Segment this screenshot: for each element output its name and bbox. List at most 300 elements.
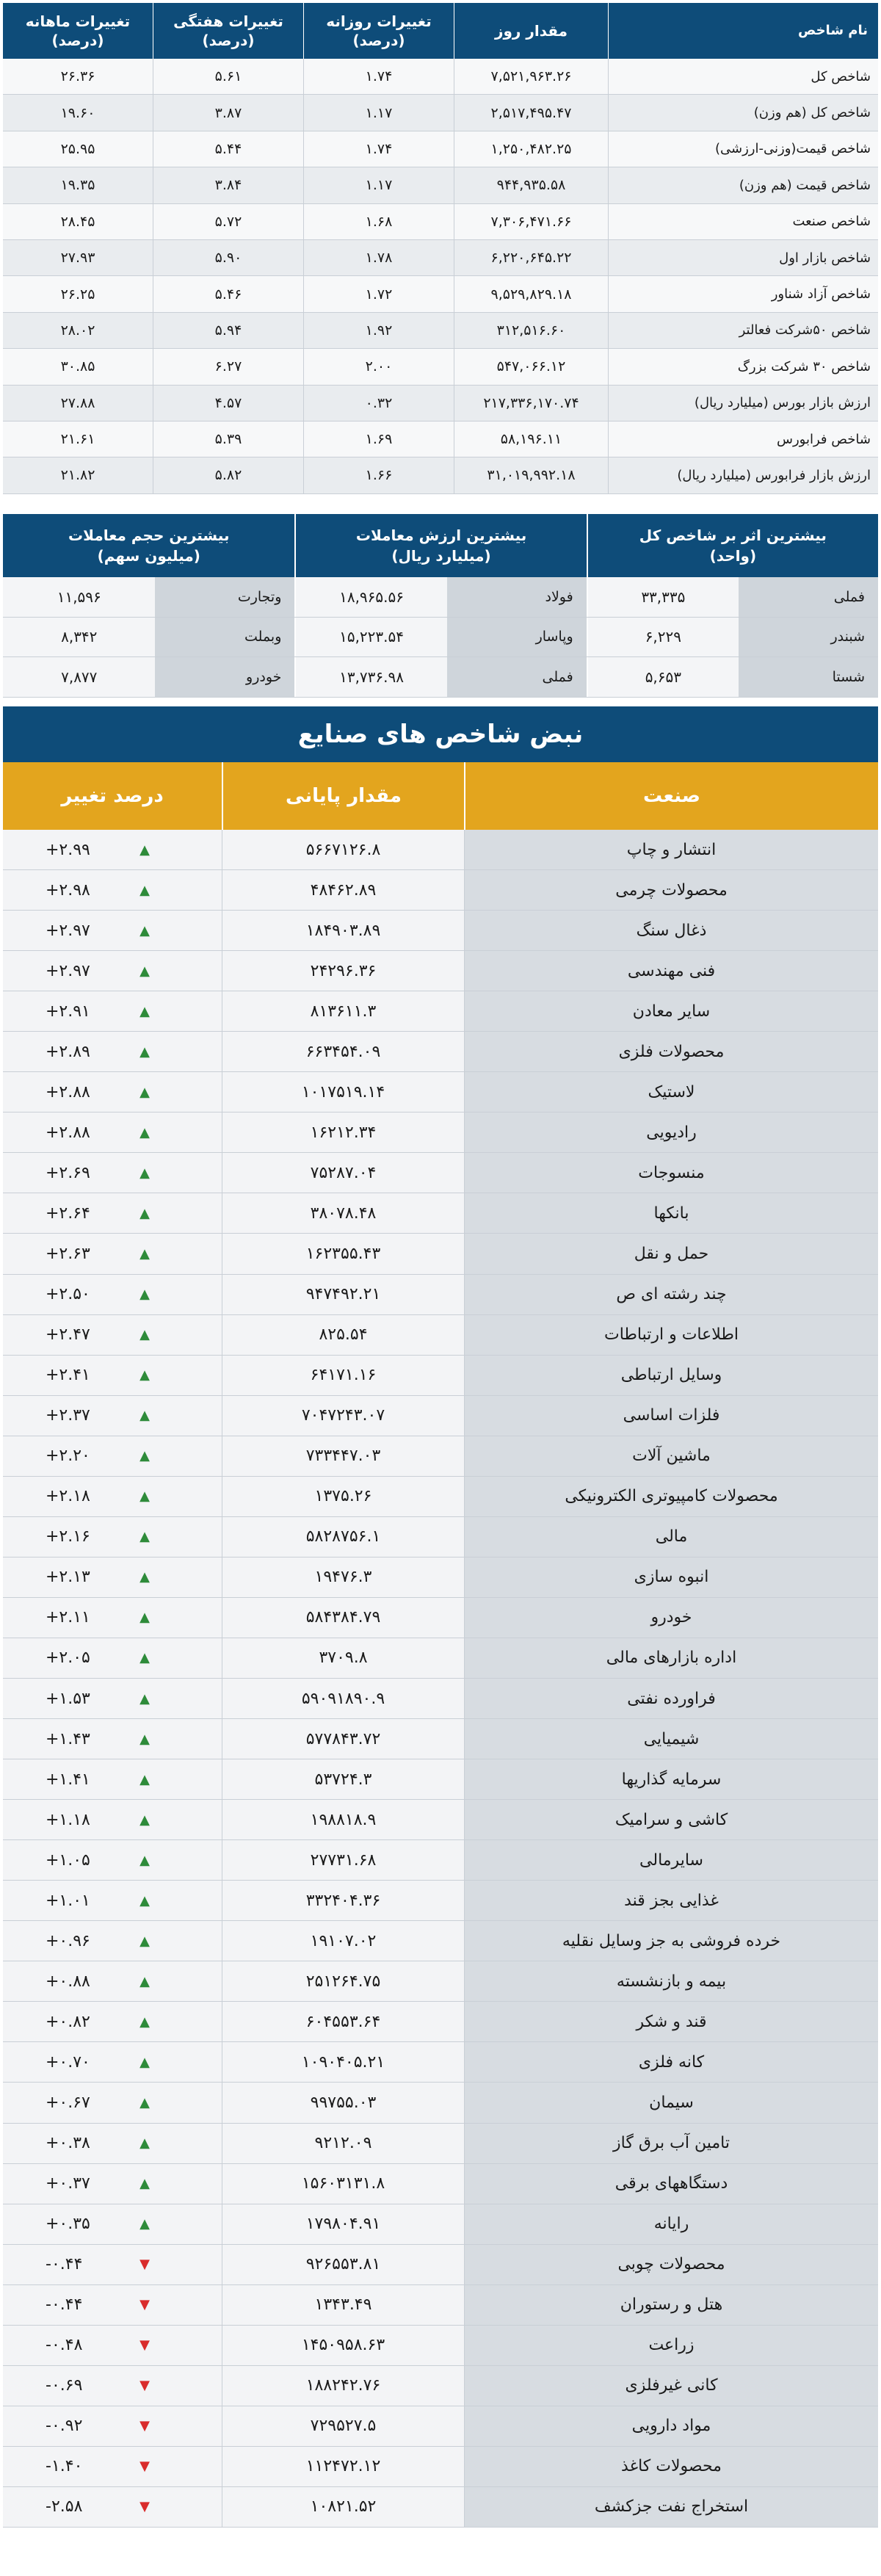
industry-change-cell xyxy=(3,1679,222,1718)
industry-percent-change: +۲.۸۸ xyxy=(46,1082,90,1101)
industry-change-cell xyxy=(3,951,222,991)
industry-change-cell xyxy=(3,1032,222,1071)
industry-percent-change: +۲.۹۷ xyxy=(46,961,90,980)
industry-final-value: ۵۸۴۳۸۴.۷۹ xyxy=(222,1598,464,1638)
industry-change-cell xyxy=(3,1759,222,1799)
index-row xyxy=(3,313,878,349)
industry-percent-change: -۲.۵۸ xyxy=(46,2497,83,2517)
industry-name: کاشی و سرامیک xyxy=(464,1800,878,1839)
industries-body xyxy=(3,830,878,2528)
industry-row xyxy=(3,1881,878,1921)
industry-final-value: ۷۰۴۷۲۴۳.۰۷ xyxy=(222,1396,464,1436)
index-monthly-change: ۳۰.۸۵ xyxy=(60,358,95,375)
stock-value: ۱۸,۹۶۵.۵۶ xyxy=(339,587,405,606)
triangle-up-icon: ▲ xyxy=(139,1408,150,1424)
industry-change-cell xyxy=(3,1275,222,1314)
industry-name: چند رشته ای ص xyxy=(464,1275,878,1314)
industry-change-cell xyxy=(3,1719,222,1759)
top-stock-cell xyxy=(294,618,586,657)
index-weekly-change: ۵.۷۲ xyxy=(153,204,303,239)
industry-row xyxy=(3,1032,878,1072)
triangle-up-icon: ▲ xyxy=(139,1973,150,1989)
index-weekly-change: ۵.۶۱ xyxy=(153,59,303,94)
industry-name: فنی مهندسی xyxy=(464,951,878,991)
index-table-header xyxy=(3,3,878,59)
triangle-up-icon: ▲ xyxy=(139,1610,150,1626)
industries-header xyxy=(3,762,878,830)
top-stocks-row xyxy=(3,577,878,618)
industry-percent-change: +۰.۳۷ xyxy=(46,2174,90,2193)
triangle-up-icon: ▲ xyxy=(139,1650,150,1666)
header-monthly-change: تغییرات ماهانه (درصد) xyxy=(25,12,131,49)
stock-value: ۱۳,۷۳۶.۹۸ xyxy=(339,667,405,686)
industry-row xyxy=(3,1477,878,1517)
industry-row xyxy=(3,870,878,911)
triangle-up-icon: ▲ xyxy=(139,963,150,979)
industry-final-value: ۲۴۲۹۶.۳۶ xyxy=(222,951,464,991)
index-day-value: ۱,۲۵۰,۴۸۲.۲۵ xyxy=(454,131,608,167)
index-day-value: ۹,۵۲۹,۸۲۹.۱۸ xyxy=(454,276,608,311)
industry-percent-change: -۰.۴۴ xyxy=(46,2255,83,2274)
index-weekly-change: ۶.۲۷ xyxy=(153,349,303,384)
stock-value: ۷,۸۷۷ xyxy=(61,667,98,686)
industry-row xyxy=(3,2447,878,2487)
stock-value: ۵,۶۵۳ xyxy=(645,667,682,686)
industry-final-value: ۷۳۳۴۴۷.۰۳ xyxy=(222,1436,464,1476)
index-daily-change: ۲.۰۰ xyxy=(303,349,454,384)
index-name: ارزش بازار فرابورس (میلیارد ریال) xyxy=(608,457,878,493)
industry-change-cell xyxy=(3,2326,222,2365)
index-daily-change: ۰.۳۲ xyxy=(303,386,454,421)
industries-title: نبض شاخص های صنایع xyxy=(3,706,878,762)
stock-symbol: شستا xyxy=(739,657,878,697)
industry-change-cell xyxy=(3,1557,222,1597)
index-daily-change: ۱.۷۴ xyxy=(303,131,454,167)
stock-symbol: وبملت xyxy=(155,618,294,657)
triangle-up-icon: ▲ xyxy=(139,1043,150,1060)
industry-change-cell xyxy=(3,2366,222,2406)
industry-percent-change: +۱.۰۵ xyxy=(46,1850,90,1870)
industry-percent-change: +۲.۵۰ xyxy=(46,1285,90,1304)
industry-row xyxy=(3,2204,878,2245)
industry-percent-change: +۲.۹۸ xyxy=(46,880,90,900)
industry-percent-change: +۲.۸۹ xyxy=(46,1042,90,1061)
triangle-up-icon: ▲ xyxy=(139,1488,150,1505)
industry-name: زراعت xyxy=(464,2326,878,2365)
industry-row xyxy=(3,1193,878,1234)
industry-name: لاستیک xyxy=(464,1072,878,1112)
triangle-up-icon: ▲ xyxy=(139,1084,150,1100)
triangle-up-icon: ▲ xyxy=(139,842,150,858)
index-weekly-change: ۵.۸۲ xyxy=(153,457,303,493)
industry-change-cell xyxy=(3,870,222,910)
index-name: ارزش بازار بورس (میلیارد ریال) xyxy=(608,386,878,421)
industry-change-cell xyxy=(3,2245,222,2284)
industry-change-cell xyxy=(3,2204,222,2244)
industry-row xyxy=(3,1840,878,1881)
index-row xyxy=(3,422,878,457)
industry-percent-change: +۲.۶۴ xyxy=(46,1204,90,1223)
top-stocks-table xyxy=(3,514,878,698)
stock-symbol: وپاسار xyxy=(447,618,587,657)
industry-change-cell xyxy=(3,1153,222,1193)
industry-row xyxy=(3,2124,878,2164)
industry-name: وسایل ارتباطی xyxy=(464,1356,878,1395)
industry-percent-change: -۰.۴۸ xyxy=(46,2336,83,2355)
industry-percent-change: +۲.۶۳ xyxy=(46,1244,90,1263)
index-day-value: ۳۱,۰۱۹,۹۹۲.۱۸ xyxy=(454,457,608,493)
industry-row xyxy=(3,1638,878,1679)
index-daily-change: ۱.۹۲ xyxy=(303,313,454,348)
industry-final-value: ۱۵۶۰۳۱۳۱.۸ xyxy=(222,2164,464,2204)
industry-change-cell xyxy=(3,2406,222,2446)
industry-percent-change: +۲.۱۶ xyxy=(46,1527,90,1546)
industry-percent-change: +۱.۴۱ xyxy=(46,1770,90,1789)
header-most-volume: بیشترین حجم معاملات (میلیون سهم) xyxy=(68,527,230,565)
industry-percent-change: +۰.۸۸ xyxy=(46,1972,90,1991)
industry-row xyxy=(3,1961,878,2002)
industry-change-cell xyxy=(3,1840,222,1880)
stock-symbol: فولاد xyxy=(447,577,587,617)
stock-symbol: شبندر xyxy=(739,618,878,657)
industry-final-value: ۱۴۵۰۹۵۸.۶۳ xyxy=(222,2326,464,2365)
industry-percent-change: +۱.۱۸ xyxy=(46,1810,90,1829)
index-day-value: ۶,۲۲۰,۶۴۵.۲۲ xyxy=(454,240,608,275)
industry-percent-change: +۲.۸۸ xyxy=(46,1123,90,1142)
index-daily-change: ۱.۷۸ xyxy=(303,240,454,275)
industry-percent-change: +۲.۹۷ xyxy=(46,921,90,940)
industry-final-value: ۵۷۷۸۴۳.۷۲ xyxy=(222,1719,464,1759)
index-weekly-change: ۵.۴۶ xyxy=(153,276,303,311)
triangle-up-icon: ▲ xyxy=(139,1003,150,1019)
industry-change-cell xyxy=(3,2083,222,2122)
industry-name: محصولات چوبی xyxy=(464,2245,878,2284)
industry-row xyxy=(3,1759,878,1800)
index-weekly-change: ۵.۳۹ xyxy=(153,422,303,457)
index-monthly-change: ۲۵.۹۵ xyxy=(60,140,95,157)
index-day-value: ۹۴۴,۹۳۵.۵۸ xyxy=(454,167,608,203)
top-stocks-body xyxy=(3,577,878,698)
industry-row xyxy=(3,991,878,1032)
index-day-value: ۵۸,۱۹۶.۱۱ xyxy=(454,422,608,457)
industry-change-cell xyxy=(3,1315,222,1355)
industry-change-cell xyxy=(3,1517,222,1557)
index-row xyxy=(3,131,878,167)
index-daily-change: ۱.۶۹ xyxy=(303,422,454,457)
industry-row xyxy=(3,2366,878,2406)
industry-percent-change: +۱.۵۳ xyxy=(46,1689,90,1708)
industry-row xyxy=(3,2487,878,2528)
industry-change-cell xyxy=(3,2487,222,2527)
index-row xyxy=(3,204,878,240)
industry-percent-change: +۲.۲۰ xyxy=(46,1447,90,1466)
industry-final-value: ۱۳۴۳.۴۹ xyxy=(222,2285,464,2325)
industry-final-value: ۳۳۲۴۰۴.۳۶ xyxy=(222,1881,464,1920)
industry-final-value: ۶۶۳۴۵۴.۰۹ xyxy=(222,1032,464,1071)
triangle-up-icon: ▲ xyxy=(139,1812,150,1828)
industry-name: شیمیایی xyxy=(464,1719,878,1759)
industry-row xyxy=(3,2083,878,2123)
header-most-value: بیشترین ارزش معاملات (میلیارد ریال) xyxy=(294,514,586,577)
industry-name: مواد دارویی xyxy=(464,2406,878,2446)
top-stock-cell xyxy=(587,577,878,617)
industry-change-cell xyxy=(3,1921,222,1961)
industry-change-cell xyxy=(3,2447,222,2486)
triangle-up-icon: ▲ xyxy=(139,1448,150,1464)
industry-name: قند و شکر xyxy=(464,2002,878,2041)
industry-name: کانی غیرفلزی xyxy=(464,2366,878,2406)
header-final-value: مقدار پایانی xyxy=(222,762,464,830)
industry-name: دستگاههای برقی xyxy=(464,2164,878,2204)
industry-final-value: ۱۳۷۵.۲۶ xyxy=(222,1477,464,1516)
industry-final-value: ۱۱۲۴۷۲.۱۲ xyxy=(222,2447,464,2486)
index-row xyxy=(3,240,878,276)
index-daily-change: ۱.۶۶ xyxy=(303,457,454,493)
industry-row xyxy=(3,1072,878,1112)
industry-change-cell xyxy=(3,991,222,1031)
industry-final-value: ۵۸۲۸۷۵۶.۱ xyxy=(222,1517,464,1557)
industry-row xyxy=(3,2245,878,2285)
industry-final-value: ۹۹۷۵۵.۰۳ xyxy=(222,2083,464,2122)
industry-name: کانه فلزی xyxy=(464,2042,878,2082)
industry-row xyxy=(3,2285,878,2326)
industry-change-cell xyxy=(3,2164,222,2204)
index-monthly-change: ۲۷.۹۳ xyxy=(60,250,95,267)
stock-value: ۱۱,۵۹۶ xyxy=(57,587,101,606)
triangle-down-icon: ▼ xyxy=(139,2257,150,2273)
index-day-value: ۲,۵۱۷,۴۹۵.۴۷ xyxy=(454,95,608,130)
industry-final-value: ۵۶۶۷۱۲۶.۸ xyxy=(222,830,464,869)
industry-final-value: ۹۲۱۲.۰۹ xyxy=(222,2124,464,2163)
industry-name: فلزات اساسی xyxy=(464,1396,878,1436)
stock-symbol: فملی xyxy=(447,657,587,697)
header-most-impact: بیشترین اثر بر شاخص کل (واحد) xyxy=(587,514,878,577)
industry-final-value: ۷۵۲۸۷.۰۴ xyxy=(222,1153,464,1193)
triangle-up-icon: ▲ xyxy=(139,2094,150,2110)
industry-row xyxy=(3,1234,878,1274)
triangle-down-icon: ▼ xyxy=(139,2337,150,2354)
industry-change-cell xyxy=(3,1638,222,1678)
index-row xyxy=(3,386,878,422)
index-name: شاخص ۵۰شرکت فعالتر xyxy=(608,313,878,348)
index-day-value: ۳۱۲,۵۱۶.۶۰ xyxy=(454,313,608,348)
stock-symbol: فملی xyxy=(739,577,878,617)
top-stock-cell xyxy=(3,657,294,697)
index-row xyxy=(3,167,878,203)
industry-row xyxy=(3,2042,878,2083)
triangle-down-icon: ▼ xyxy=(139,2499,150,2515)
industry-name: انبوه سازی xyxy=(464,1557,878,1597)
industry-final-value: ۱۷۹۸۰۴.۹۱ xyxy=(222,2204,464,2244)
triangle-up-icon: ▲ xyxy=(139,1327,150,1343)
top-stocks-row xyxy=(3,657,878,698)
triangle-up-icon: ▲ xyxy=(139,1124,150,1140)
industry-row xyxy=(3,2002,878,2042)
industry-name: رایانه xyxy=(464,2204,878,2244)
industry-change-cell xyxy=(3,911,222,950)
industry-name: سیمان xyxy=(464,2083,878,2122)
industry-percent-change: +۲.۴۷ xyxy=(46,1325,90,1345)
industry-name: سایر معادن xyxy=(464,991,878,1031)
index-name: شاخص قیمت(وزنی-ارزشی) xyxy=(608,131,878,167)
index-day-value: ۲۱۷,۳۳۶,۱۷۰.۷۴ xyxy=(454,386,608,421)
industry-row xyxy=(3,1153,878,1193)
header-day-value: مقدار روز xyxy=(454,3,608,59)
industry-final-value: ۶۰۴۵۵۳.۶۴ xyxy=(222,2002,464,2041)
industry-percent-change: +۰.۷۰ xyxy=(46,2052,90,2072)
top-stock-cell xyxy=(294,657,586,697)
index-monthly-change: ۱۹.۶۰ xyxy=(60,104,95,121)
index-daily-change: ۱.۱۷ xyxy=(303,167,454,203)
industry-row xyxy=(3,1112,878,1153)
industry-final-value: ۱۸۸۲۴۲.۷۶ xyxy=(222,2366,464,2406)
top-stock-cell xyxy=(3,577,294,617)
triangle-down-icon: ▼ xyxy=(139,2418,150,2434)
industry-final-value: ۳۷۰۹.۸ xyxy=(222,1638,464,1678)
industry-name: خودرو xyxy=(464,1598,878,1638)
stock-value: ۱۵,۲۲۳.۵۴ xyxy=(339,628,405,646)
industry-row xyxy=(3,830,878,870)
industry-change-cell xyxy=(3,1396,222,1436)
industry-final-value: ۹۴۷۴۹۲.۲۱ xyxy=(222,1275,464,1314)
index-monthly-change: ۲۷.۸۸ xyxy=(60,394,95,411)
industry-row xyxy=(3,1315,878,1356)
industry-percent-change: +۲.۴۱ xyxy=(46,1366,90,1385)
industry-row xyxy=(3,1719,878,1759)
top-stock-cell xyxy=(294,577,586,617)
industry-row xyxy=(3,2164,878,2204)
industry-row xyxy=(3,1921,878,1961)
industry-name: بیمه و بازنشسته xyxy=(464,1961,878,2001)
stock-value: ۸,۳۴۲ xyxy=(61,628,98,646)
industry-final-value: ۱۸۴۹۰۳.۸۹ xyxy=(222,911,464,950)
industry-final-value: ۷۲۹۵۲۷.۵ xyxy=(222,2406,464,2446)
industry-final-value: ۱۰۹۰۴۰۵.۲۱ xyxy=(222,2042,464,2082)
industry-final-value: ۲۵۱۲۶۴.۷۵ xyxy=(222,1961,464,2001)
industry-percent-change: +۰.۳۵ xyxy=(46,2215,90,2234)
industry-change-cell xyxy=(3,1436,222,1476)
industry-percent-change: +۰.۹۶ xyxy=(46,1931,90,1950)
index-row xyxy=(3,95,878,131)
industry-name: فراورده نفتی xyxy=(464,1679,878,1718)
industry-change-cell xyxy=(3,1112,222,1152)
industry-final-value: ۵۳۷۲۴.۳ xyxy=(222,1759,464,1799)
industry-name: ماشین آلات xyxy=(464,1436,878,1476)
triangle-up-icon: ▲ xyxy=(139,2014,150,2030)
triangle-up-icon: ▲ xyxy=(139,1771,150,1787)
industry-change-cell xyxy=(3,2042,222,2082)
industry-change-cell xyxy=(3,1881,222,1920)
index-weekly-change: ۵.۹۴ xyxy=(153,313,303,348)
industry-final-value: ۴۸۴۶۲.۸۹ xyxy=(222,870,464,910)
industry-percent-change: +۲.۱۳ xyxy=(46,1568,90,1587)
industry-percent-change: +۰.۶۷ xyxy=(46,2093,90,2112)
industry-name: محصولات فلزی xyxy=(464,1032,878,1071)
index-row xyxy=(3,59,878,95)
industry-percent-change: +۰.۳۸ xyxy=(46,2134,90,2153)
industry-change-cell xyxy=(3,1193,222,1233)
industry-name: حمل و نقل xyxy=(464,1234,878,1273)
industry-final-value: ۱۹۴۷۶.۳ xyxy=(222,1557,464,1597)
index-day-value: ۵۴۷,۰۶۶.۱۲ xyxy=(454,349,608,384)
industry-row xyxy=(3,1396,878,1436)
index-monthly-change: ۲۸.۰۲ xyxy=(60,322,95,339)
index-daily-change: ۱.۱۷ xyxy=(303,95,454,130)
industry-name: اطلاعات و ارتباطات xyxy=(464,1315,878,1355)
index-monthly-change: ۲۸.۴۵ xyxy=(60,213,95,230)
index-name: شاخص قیمت (هم وزن) xyxy=(608,167,878,203)
triangle-up-icon: ▲ xyxy=(139,1892,150,1909)
index-row xyxy=(3,276,878,312)
industry-percent-change: +۲.۹۹ xyxy=(46,840,90,859)
industry-name: غذایی بجز قند xyxy=(464,1881,878,1920)
industry-percent-change: -۰.۴۴ xyxy=(46,2295,83,2315)
index-name: شاخص آزاد شناور xyxy=(608,276,878,311)
top-stocks-row xyxy=(3,618,878,658)
industry-percent-change: +۲.۶۹ xyxy=(46,1163,90,1182)
triangle-up-icon: ▲ xyxy=(139,1287,150,1303)
industry-percent-change: -۱.۴۰ xyxy=(46,2457,83,2476)
index-monthly-change: ۲۱.۶۱ xyxy=(60,431,95,448)
triangle-up-icon: ▲ xyxy=(139,1731,150,1747)
industry-row xyxy=(3,1436,878,1477)
industry-final-value: ۲۷۷۳۱.۶۸ xyxy=(222,1840,464,1880)
industry-row xyxy=(3,1800,878,1840)
industry-row xyxy=(3,951,878,991)
index-name: شاخص کل xyxy=(608,59,878,94)
stock-symbol: خودرو xyxy=(155,657,294,697)
index-row xyxy=(3,349,878,385)
industry-row xyxy=(3,1679,878,1719)
triangle-up-icon: ▲ xyxy=(139,2216,150,2232)
index-name: شاخص بازار اول xyxy=(608,240,878,275)
industry-change-cell xyxy=(3,830,222,869)
industry-row xyxy=(3,1557,878,1598)
index-monthly-change: ۲۶.۲۵ xyxy=(60,286,95,303)
industry-final-value: ۱۰۸۲۱.۵۲ xyxy=(222,2487,464,2527)
index-table xyxy=(3,3,878,505)
stock-value: ۳۳,۳۳۵ xyxy=(641,587,686,606)
top-stock-cell xyxy=(3,618,294,657)
industry-name: مالی xyxy=(464,1517,878,1557)
industry-name: تامین آب برق گاز xyxy=(464,2124,878,2163)
triangle-up-icon: ▲ xyxy=(139,1205,150,1221)
industry-final-value: ۶۴۱۷۱.۱۶ xyxy=(222,1356,464,1395)
stock-value: ۶,۲۲۹ xyxy=(645,628,682,646)
triangle-up-icon: ▲ xyxy=(139,1569,150,1585)
industry-final-value: ۹۲۶۵۵۳.۸۱ xyxy=(222,2245,464,2284)
triangle-up-icon: ▲ xyxy=(139,2135,150,2152)
industry-change-cell xyxy=(3,1961,222,2001)
industry-name: ذغال سنگ xyxy=(464,911,878,950)
industry-name: انتشار و چاپ xyxy=(464,830,878,869)
triangle-up-icon: ▲ xyxy=(139,1367,150,1383)
industry-name: سرمایه گذاریها xyxy=(464,1759,878,1799)
index-name: شاخص کل (هم وزن) xyxy=(608,95,878,130)
header-percent-change: درصد تغییر xyxy=(61,785,164,807)
industry-final-value: ۳۸۰۷۸.۴۸ xyxy=(222,1193,464,1233)
industry-row xyxy=(3,2326,878,2366)
index-name: شاخص فرابورس xyxy=(608,422,878,457)
industry-name: محصولات کاغذ xyxy=(464,2447,878,2486)
industry-change-cell xyxy=(3,2002,222,2041)
industry-final-value: ۱۶۲۱۲.۳۴ xyxy=(222,1112,464,1152)
triangle-up-icon: ▲ xyxy=(139,882,150,898)
top-stocks-header xyxy=(3,514,878,577)
index-row xyxy=(3,457,878,493)
index-name: شاخص ۳۰ شرکت بزرگ xyxy=(608,349,878,384)
index-weekly-change: ۵.۴۴ xyxy=(153,131,303,167)
